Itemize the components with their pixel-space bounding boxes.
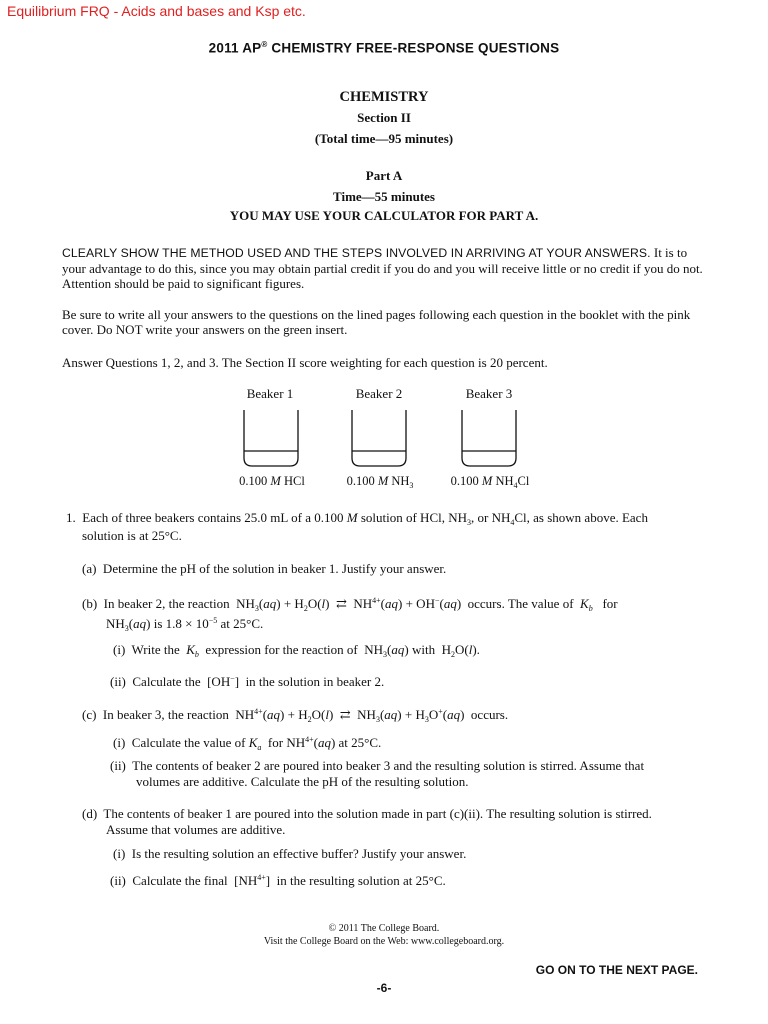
part-time: Time—55 minutes <box>333 189 435 204</box>
question-1a: (a) Determine the pH of the solution in beaker 1. Justify your answer. <box>82 561 447 576</box>
question-1b-ii: (ii) Calculate the [OH−] in the solution in beaker 2. <box>110 674 385 689</box>
question-1c-ii: (ii) The contents of beaker 2 are poured into beaker 3 and the resulting solution is stirred. Assume that <box>110 758 645 773</box>
question-1-cont: solution is at 25°C. <box>82 528 182 543</box>
beaker-3-label: Beaker 3 <box>465 386 513 401</box>
beaker-1-solution: 0.100 M HCl <box>239 474 305 488</box>
beaker-1-label: Beaker 1 <box>246 386 294 401</box>
question-1c: (c) In beaker 3, the reaction $NH^{4+}(aq) + H_2O(l)$ ⇄ $NH_3(aq) + H_3O^+(aq)$ occurs. <box>82 707 509 724</box>
question-1: 1. Each of three beakers contains 25.0 mL of a 0.100 M solution of HCl, $NH_3$, or $NH_4Cl$, as shown above. Each <box>66 510 648 527</box>
beaker-1-icon <box>244 410 298 466</box>
question-1d-i: (i) Is the resulting solution an effective buffer? Justify your answer. <box>113 846 467 861</box>
question-1d: (d) The contents of beaker 1 are poured into the solution made in part (c)(ii). The resulting solution is stirred. <box>82 806 652 821</box>
beaker-2-label: Beaker 2 <box>355 386 403 401</box>
beaker-3-solution: 0.100 M $NH_4Cl$ <box>450 474 530 490</box>
section-heading: Section II <box>357 110 411 125</box>
beaker-3-icon <box>462 410 516 466</box>
calculator-note: YOU MAY USE YOUR CALCULATOR FOR PART A. <box>229 208 539 223</box>
question-1d-cont: Assume that volumes are additive. <box>106 822 286 837</box>
question-1c-ii-cont: volumes are additive. Calculate the pH of the resulting solution. <box>136 774 469 789</box>
instructions-weighting: Answer Questions 1, 2, and 3. The Section II score weighting for each question is 20 percent. <box>62 355 548 370</box>
question-1b-i: (i) Write the $K_b$ expression for the reaction of $NH_3(aq)$ with $H_2O(l)$. <box>113 642 480 659</box>
footer-visit: Visit the College Board on the Web: www.collegeboard.org. <box>263 936 505 947</box>
question-1b: (b) In beaker 2, the reaction $NH_3(aq) + H_2O(l)$ ⇄ $NH^{4+}(aq) + OH^-(aq)$ occurs. The value of $K_b$ for <box>82 596 618 613</box>
question-1b-cont: $NH_3(aq)$ is $1.8 \times 10^{-5}$ at 25°C. <box>106 616 264 633</box>
question-1c-i: (i) Calculate the value of $K_a$ for $NH^{4+}(aq)$ at 25°C. <box>113 735 382 752</box>
go-on-next-page: GO ON TO THE NEXT PAGE. <box>535 963 698 977</box>
header-tag: Equilibrium FRQ - Acids and bases and Ksp etc. <box>7 3 306 19</box>
part-heading: Part A <box>365 168 403 183</box>
question-1d-ii: (ii) Calculate the final $[NH^{4+}]$ in the resulting solution at 25°C. <box>110 873 446 888</box>
total-time: (Total time—95 minutes) <box>314 131 454 146</box>
subject-heading: CHEMISTRY <box>339 89 429 105</box>
footer-copyright: © 2011 The College Board. <box>328 923 440 934</box>
beaker-2-icon <box>352 410 406 466</box>
instructions-booklet: Be sure to write all your answers to the questions on the lined pages following each question in the booklet with the pink cover. Do NOT write your answers on the green insert. <box>62 307 691 337</box>
page-title: 2011 AP® CHEMISTRY FREE-RESPONSE QUESTIONS <box>208 40 560 56</box>
page-number: -6- <box>376 981 392 995</box>
instructions-clearly: CLEARLY SHOW THE METHOD USED AND THE STEPS INVOLVED IN ARRIVING AT YOUR ANSWERS. It is to your advantage to do this, since you may obtain partial credit if you do and you will receive little or no credit if you do not. Attention should be paid to significant figures. <box>62 245 703 291</box>
beaker-2-solution: 0.100 M $NH_3$ <box>346 474 414 490</box>
